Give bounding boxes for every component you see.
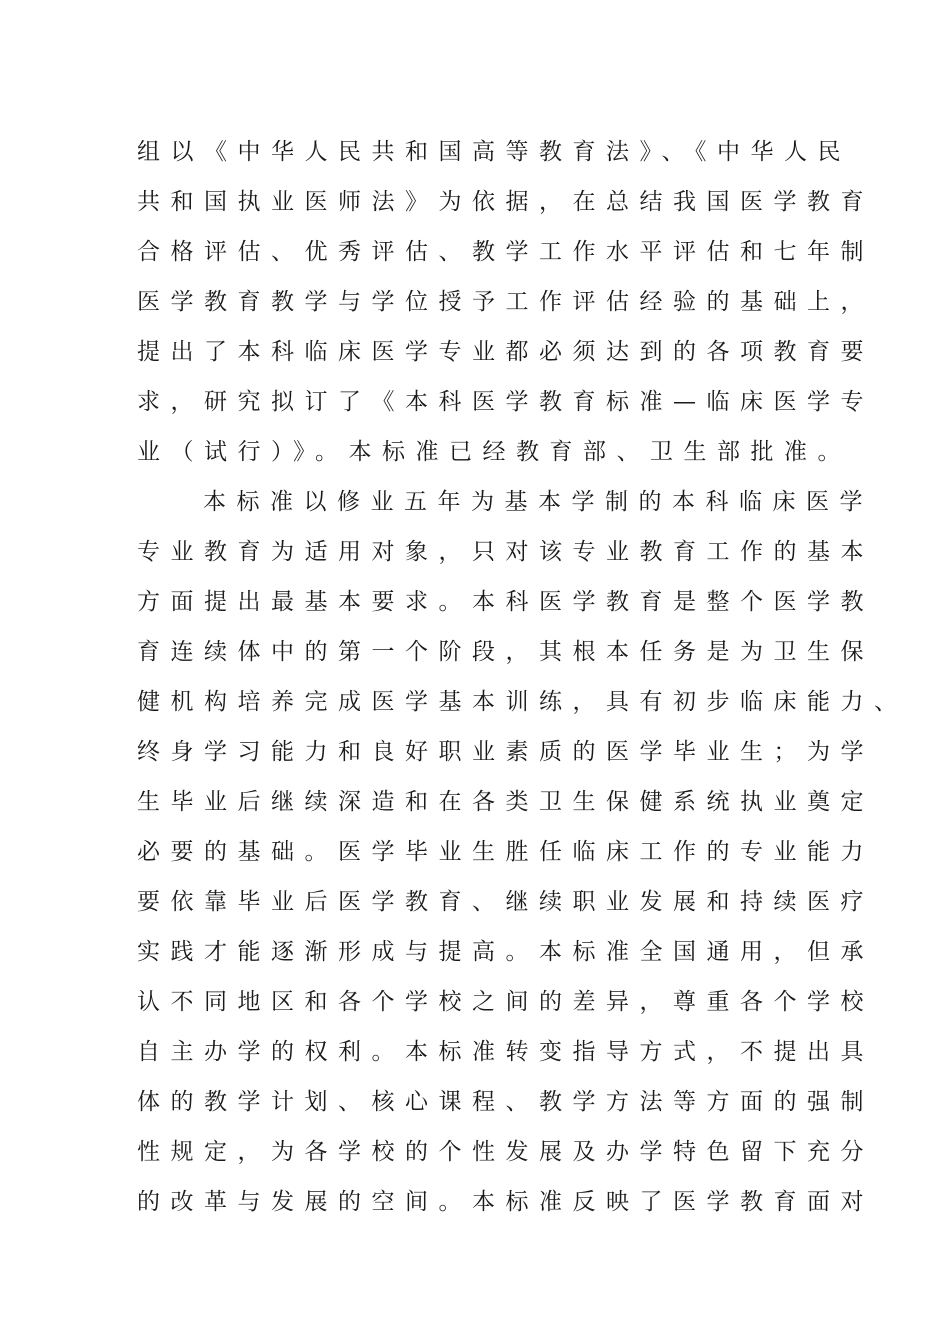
- text-line: 健机构培养完成医学基本训练，具有初步临床能力、: [137, 689, 908, 715]
- text-line: 医学教育教学与学位授予工作评估经验的基础上，: [137, 289, 874, 315]
- text-line: 业（试行）》。本标准已经教育部、卫生部批准。: [137, 439, 851, 465]
- text-line: 求，研究拟订了《本科医学教育标准—临床医学专: [137, 389, 874, 415]
- paragraph-first-line: 本标准以修业五年为基本学制的本科临床医学: [203, 489, 873, 515]
- text-line: 性规定，为各学校的个性发展及办学特色留下充分: [137, 1139, 874, 1165]
- text-line: 提出了本科临床医学专业都必须达到的各项教育要: [137, 339, 874, 365]
- text-line: 生毕业后继续深造和在各类卫生保健系统执业奠定: [137, 789, 874, 815]
- text-line: 共和国执业医师法》为依据，在总结我国医学教育: [137, 189, 874, 215]
- text-line: 的改革与发展的空间。本标准反映了医学教育面对: [137, 1189, 874, 1215]
- text-line: 合格评估、优秀评估、教学工作水平评估和七年制: [137, 239, 874, 265]
- text-line: 终身学习能力和良好职业素质的医学毕业生；为学: [137, 739, 874, 765]
- document-body: [137, 134, 908, 1234]
- text-line: 必要的基础。医学毕业生胜任临床工作的专业能力: [137, 839, 874, 865]
- text-line: 体的教学计划、核心课程、教学方法等方面的强制: [137, 1089, 874, 1115]
- text-line: 专业教育为适用对象，只对该专业教育工作的基本: [137, 539, 874, 565]
- text-line: 实践才能逐渐形成与提高。本标准全国通用，但承: [137, 939, 874, 965]
- text-line: 认不同地区和各个学校之间的差异，尊重各个学校: [137, 989, 874, 1015]
- text-line: 组以《中华人民共和国高等教育法》、《中华人民: [137, 139, 851, 165]
- text-line: 方面提出最基本要求。本科医学教育是整个医学教: [137, 589, 874, 615]
- text-line: 育连续体中的第一个阶段，其根本任务是为卫生保: [137, 639, 874, 665]
- text-line: 自主办学的权利。本标准转变指导方式，不提出具: [137, 1039, 874, 1065]
- text-line: 要依靠毕业后医学教育、继续职业发展和持续医疗: [137, 889, 874, 915]
